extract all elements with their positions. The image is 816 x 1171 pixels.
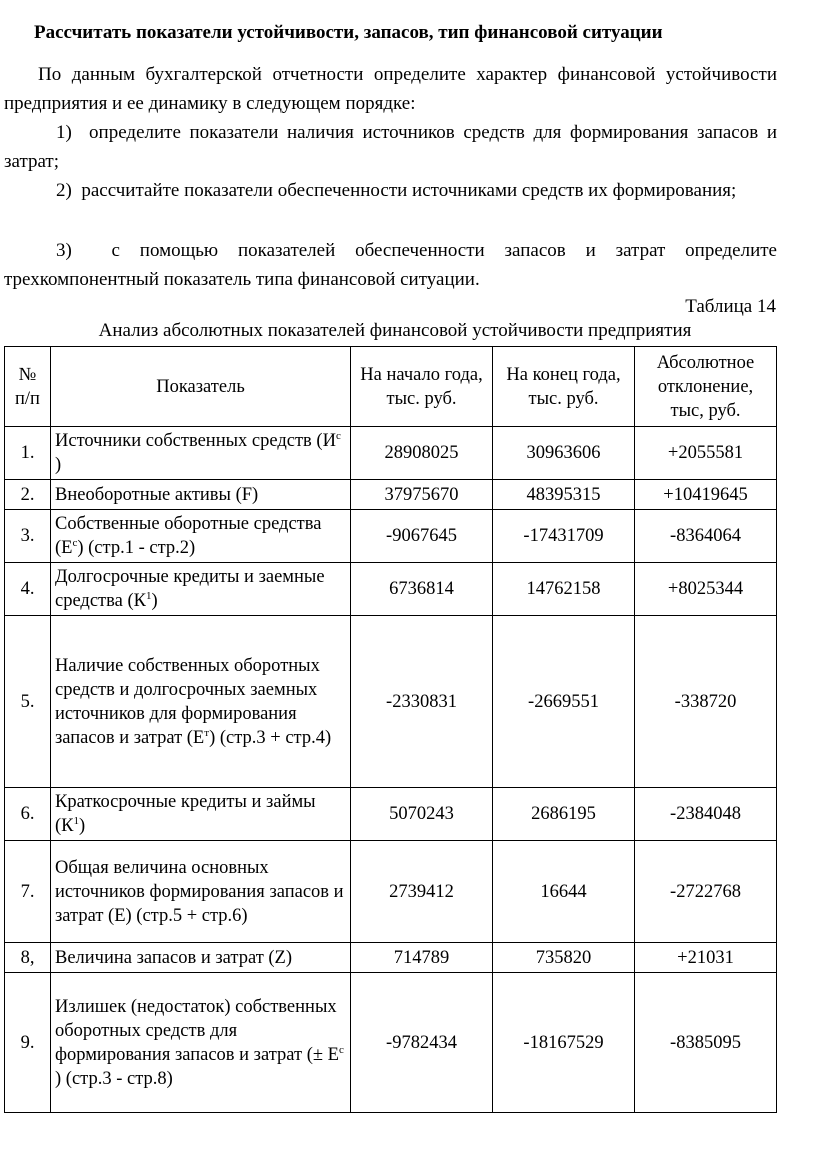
indicator-label: Краткосрочные кредиты и займы (К — [55, 792, 316, 836]
step-item — [4, 236, 777, 294]
row-number: 6. — [5, 788, 51, 841]
row-indicator-name — [51, 510, 351, 563]
intro-paragraph — [4, 60, 777, 118]
value-delta: +2055581 — [635, 427, 777, 480]
indicator-label: Источники собственных средств (И — [55, 431, 336, 451]
row-indicator-name — [51, 427, 351, 480]
value-end: -18167529 — [493, 973, 635, 1113]
table-caption: Анализ абсолютных показателей финансовой устойчивости предприятия — [98, 320, 692, 341]
value-start: 6736814 — [351, 563, 493, 616]
value-delta: -8364064 — [635, 510, 777, 563]
row-number: 8, — [5, 943, 51, 973]
indicator-superscript: 1 — [73, 814, 79, 827]
header-num: № п/п — [5, 347, 51, 427]
table-row — [5, 510, 777, 563]
indicator-label: Долгосрочные кредиты и заемные средства (К — [55, 567, 325, 611]
step-number: 1) — [56, 122, 72, 143]
value-end: -17431709 — [493, 510, 635, 563]
table-row — [5, 943, 777, 973]
header-name: Показатель — [51, 347, 351, 427]
value-start: 714789 — [351, 943, 493, 973]
row-number: 7. — [5, 841, 51, 943]
step-number: 2) — [56, 180, 72, 201]
value-start: 5070243 — [351, 788, 493, 841]
table-row — [5, 427, 777, 480]
value-end: 30963606 — [493, 427, 635, 480]
value-delta: +10419645 — [635, 480, 777, 510]
value-delta: +21031 — [635, 943, 777, 973]
indicator-label-tail: ) (стр.3 + стр.4) — [209, 727, 332, 748]
value-start: 37975670 — [351, 480, 493, 510]
row-indicator-name — [51, 943, 351, 973]
value-end: 48395315 — [493, 480, 635, 510]
value-start: -9782434 — [351, 973, 493, 1113]
table-row — [5, 480, 777, 510]
indicator-label-tail: ) — [79, 816, 86, 836]
row-number: 3. — [5, 510, 51, 563]
table-row — [5, 788, 777, 841]
value-delta: +8025344 — [635, 563, 777, 616]
table-row — [5, 841, 777, 943]
row-indicator-name — [51, 616, 351, 788]
step-text: с помощью показателей обеспеченности запасов и затрат определите трехкомпонентный показатель типа финансовой ситуации. — [4, 240, 777, 290]
table-number: Таблица 14 — [685, 296, 776, 317]
step-text: рассчитайте показатели обеспеченности источниками средств их формирования; — [81, 180, 737, 201]
header-end: На конец года, тыс. руб. — [493, 347, 635, 427]
indicator-label: Общая величина основных источников формирования запасов и затрат (Е) (стр.5 + стр.6) — [55, 857, 344, 926]
header-delta: Абсолютное отклонение, тыс, руб. — [635, 347, 777, 427]
value-start: 28908025 — [351, 427, 493, 480]
row-number: 5. — [5, 616, 51, 788]
indicator-superscript: т — [204, 726, 210, 739]
indicator-label: Величина запасов и затрат (Z) — [55, 947, 293, 968]
row-indicator-name — [51, 788, 351, 841]
row-number: 2. — [5, 480, 51, 510]
row-number: 9. — [5, 973, 51, 1113]
row-indicator-name — [51, 841, 351, 943]
value-end: 735820 — [493, 943, 635, 973]
value-start: -9067645 — [351, 510, 493, 563]
table-row — [5, 563, 777, 616]
header-start: На начало года, тыс. руб. — [351, 347, 493, 427]
indicator-label: Собственные оборотные средства (Е — [55, 514, 322, 558]
indicator-superscript: 1 — [145, 589, 152, 602]
indicator-label-tail: ) (стр.3 - стр.8) — [55, 1068, 173, 1089]
stability-table — [4, 346, 777, 1113]
table-row — [5, 616, 777, 788]
value-delta: -338720 — [635, 616, 777, 788]
table-row — [5, 973, 777, 1113]
indicator-superscript: с — [72, 536, 78, 549]
step-number: 3) — [56, 240, 72, 261]
value-start: 2739412 — [351, 841, 493, 943]
row-number: 4. — [5, 563, 51, 616]
indicator-label-tail: ) — [55, 455, 62, 475]
intro-text: По данным бухгалтерской отчетности определите характер финансовой устойчивости предприятия и ее динамику в следующем порядке: — [4, 64, 777, 114]
indicator-label: Излишек (недостаток) собственных оборотных средств для формирования запасов и затрат (± Е — [55, 996, 339, 1065]
page-title: Рассчитать показатели устойчивости, запасов, тип финансовой ситуации — [34, 22, 663, 43]
indicator-superscript: с — [335, 429, 341, 442]
value-end: 16644 — [493, 841, 635, 943]
row-number: 1. — [5, 427, 51, 480]
value-end: -2669551 — [493, 616, 635, 788]
value-delta: -2722768 — [635, 841, 777, 943]
indicator-label-tail: ) (стр.1 - стр.2) — [77, 538, 196, 558]
indicator-label-tail: ) — [151, 591, 158, 611]
indicator-superscript: с — [338, 1043, 344, 1056]
value-delta: -8385095 — [635, 973, 777, 1113]
step-item — [4, 176, 777, 205]
step-item — [4, 118, 777, 176]
table-header-row — [5, 347, 777, 427]
row-indicator-name — [51, 563, 351, 616]
value-end: 14762158 — [493, 563, 635, 616]
step-text: определите показатели наличия источников средств для формирования запасов и затрат; — [4, 122, 777, 172]
indicator-label: Наличие собственных оборотных средств и долгосрочных заемных источников для формирования запасов и затрат (Е — [55, 655, 320, 748]
value-end: 2686195 — [493, 788, 635, 841]
value-delta: -2384048 — [635, 788, 777, 841]
indicator-label: Внеоборотные активы (F) — [55, 484, 259, 505]
row-indicator-name — [51, 480, 351, 510]
value-start: -2330831 — [351, 616, 493, 788]
row-indicator-name — [51, 973, 351, 1113]
